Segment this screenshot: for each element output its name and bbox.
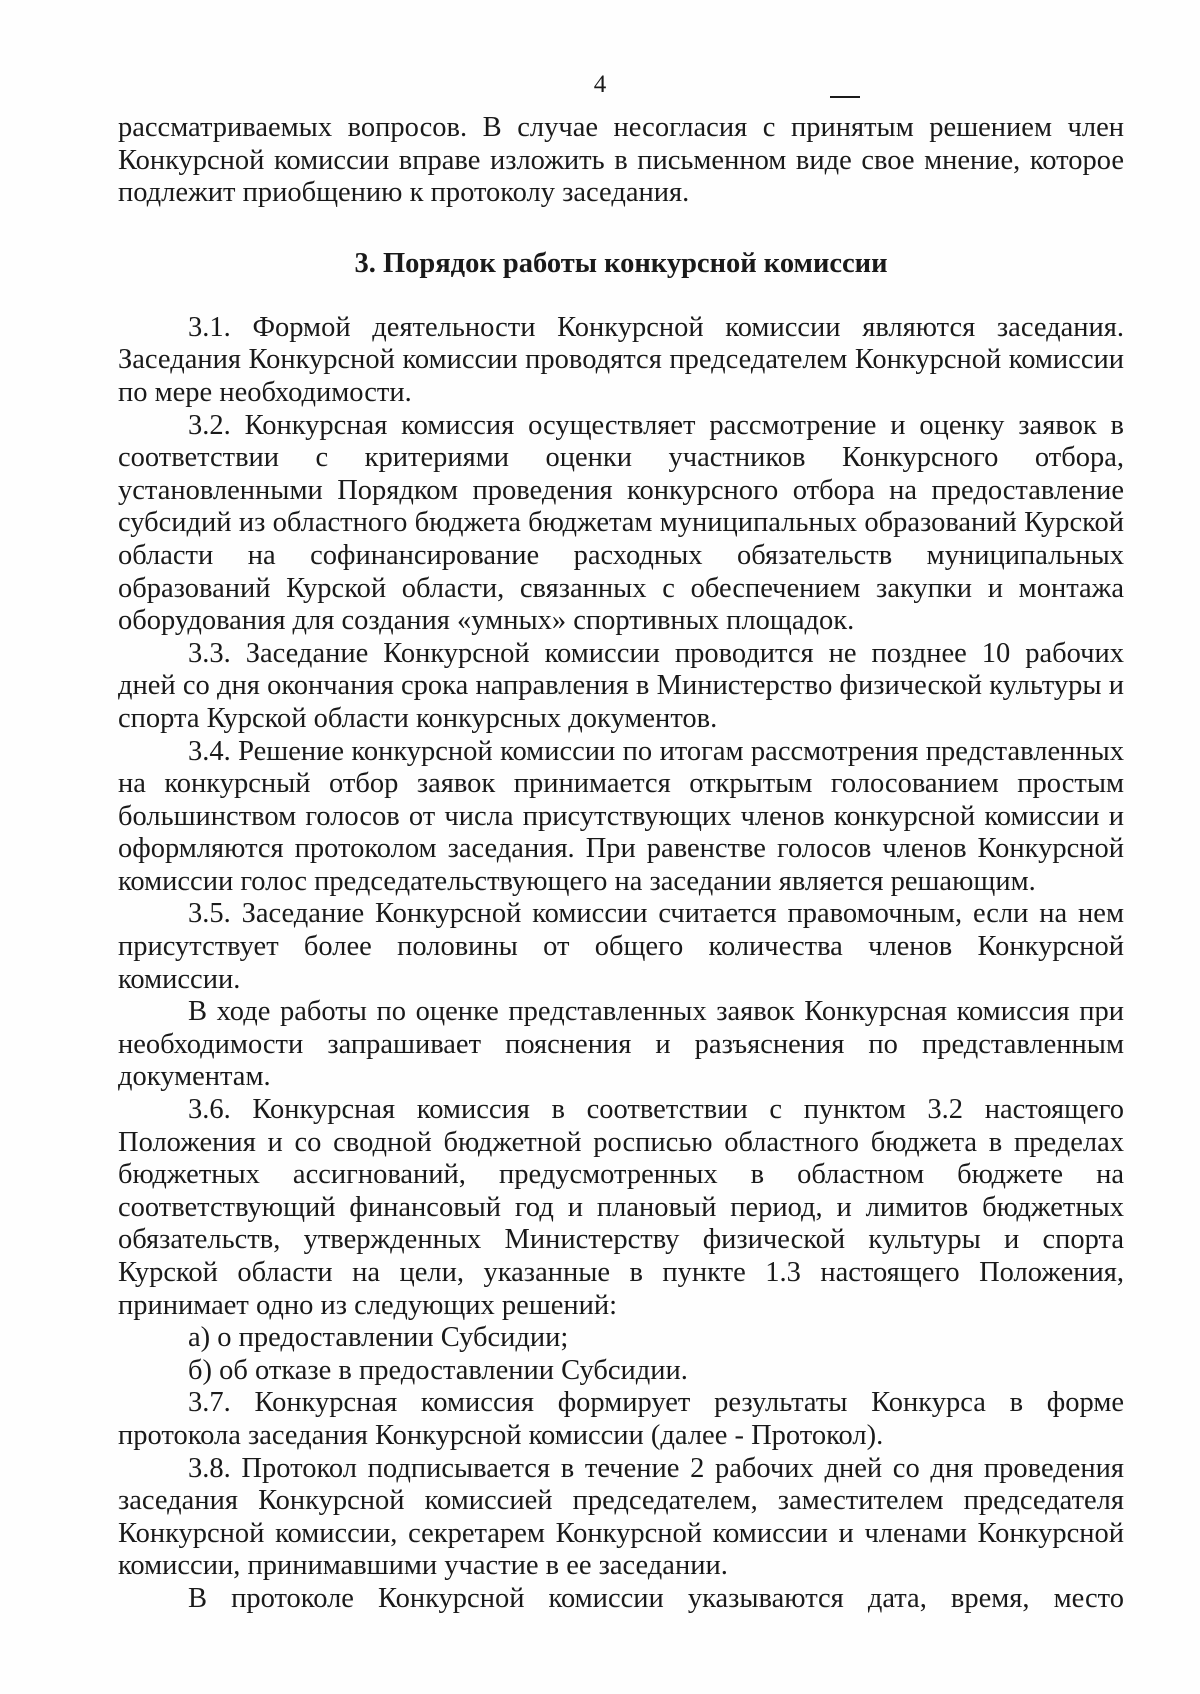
paragraph-3-3: 3.3. Заседание Конкурсной комиссии проводится не позднее 10 рабочих дней со дня окончания срока направления в Министерство физической культуры и спорта Курской области конкурсных документов.: [118, 637, 1124, 734]
dash-mark: [830, 96, 860, 98]
paragraph-3-7: 3.7. Конкурсная комиссия формирует результаты Конкурса в форме протокола заседания Конкурсной комиссии (далее - Протокол).: [118, 1387, 1124, 1451]
document-body: [118, 112, 1124, 1616]
decision-option-a: а) о предоставлении Субсидии;: [188, 1322, 569, 1354]
intro-paragraph: рассматриваемых вопросов. В случае несогласия с принятым решением член Конкурсной комиссии вправе изложить в письменном виде свое мнение, которое подлежит приобщению к протоколу заседания.: [118, 112, 1124, 209]
paragraph-evaluation: В ходе работы по оценке представленных заявок Конкурсная комиссия при необходимости запрашивает пояснения и разъяснения по представленным документам.: [118, 996, 1124, 1093]
section-heading: 3. Порядок работы конкурсной комиссии: [354, 247, 888, 279]
paragraph-3-2: 3.2. Конкурсная комиссия осуществляет рассмотрение и оценку заявок в соответствии с критериями оценки участников Конкурсного отбора, установленными Порядком проведения конкурсного отбора на предоставление субсидий из областного бюджета бюджетам муниципальных образований Курской области на софинансирование расходных обязательств муниципальных образований Курской области, связанных с обеспечением закупки и монтажа оборудования для создания «умных» спортивных площадок.: [118, 409, 1124, 637]
page-number: 4: [593, 71, 607, 98]
paragraph-3-5: 3.5. Заседание Конкурсной комиссии считается правомочным, если на нем присутствует более половины от общего количества членов Конкурсной комиссии.: [118, 898, 1124, 995]
paragraph-3-6: 3.6. Конкурсная комиссия в соответствии с пунктом 3.2 настоящего Положения и со сводной бюджетной росписью областного бюджета в пределах бюджетных ассигнований, предусмотренных в областном бюджете на соответствующий финансовый год и плановый период, и лимитов бюджетных обязательств, утвержденных Министерству физической культуры и спорта Курской области на цели, указанные в пункте 1.3 настоящего Положения, принимает одно из следующих решений:: [118, 1094, 1124, 1321]
paragraph-protocol-contents: В протоколе Конкурсной комиссии указываются дата, время, место: [188, 1582, 1124, 1614]
paragraph-3-8: 3.8. Протокол подписывается в течение 2 рабочих дней со дня проведения заседания Конкурсной комиссией председателем, заместителем председателя Конкурсной комиссии, секретарем Конкурсной комиссии и членами Конкурсной комиссии, принимавшими участие в ее заседании.: [118, 1452, 1124, 1582]
paragraph-3-1: 3.1. Формой деятельности Конкурсной комиссии являются заседания. Заседания Конкурсной комиссии проводятся председателем Конкурсной комиссии по мере необходимости.: [118, 311, 1124, 408]
paragraph-3-4: 3.4. Решение конкурсной комиссии по итогам рассмотрения представленных на конкурсный отбор заявок принимается открытым голосованием простым большинством голосов от числа присутствующих членов конкурсной комиссии и оформляются протоколом заседания. При равенстве голосов членов Конкурсной комиссии голос председательствующего на заседании является решающим.: [118, 735, 1124, 897]
decision-option-b: б) об отказе в предоставлении Субсидии.: [188, 1354, 688, 1386]
